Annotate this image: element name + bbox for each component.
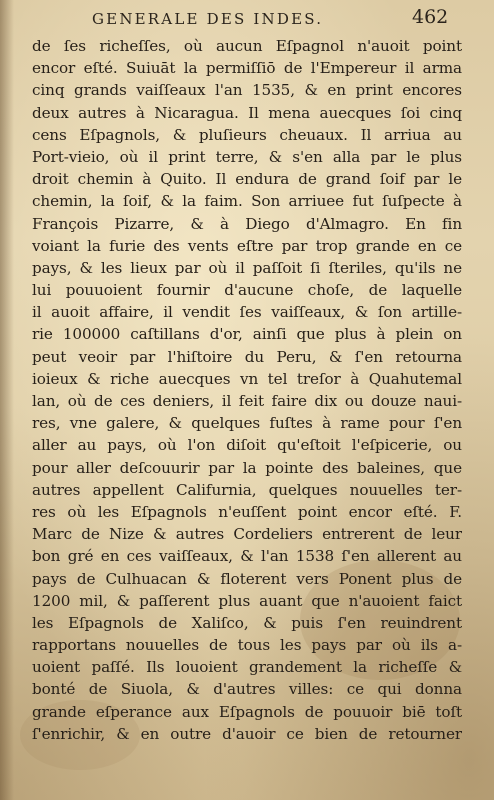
text-line: rapportans nouuelles de tous les pays par où ils a- (32, 636, 462, 655)
text-line: Port-vieio, où il print terre, & s'en alla par le plus (32, 147, 462, 166)
text-line: ioieux & riche auecques vn tel treſor à Quahutemal (32, 369, 462, 388)
spine-shadow (0, 0, 14, 800)
text-line: deux autres à Nicaragua. Il mena auecques ſoi cinq (32, 103, 462, 122)
text-line: François Pizarre, & à Diego d'Almagro. En fin (32, 214, 462, 233)
text-line: les Eſpagnols de Xaliſco, & puis ſ'en reuindrent (32, 613, 462, 632)
body-text (32, 35, 462, 745)
text-line: droit chemin à Quito. Il endura de grand ſoif par le (32, 170, 462, 189)
text-line: pays de Culhuacan & floterent vers Ponent plus de (32, 569, 462, 588)
text-line: cinq grands vaiſſeaux l'an 1535, & en print encores (32, 81, 462, 100)
text-line: pays, & les lieux par où il paſſoit ſi ſteriles, qu'ils ne (32, 258, 462, 277)
text-line: grande eſperance aux Eſpagnols de pouuoir biē toſt (32, 702, 462, 721)
text-line: autres appellent Califurnia, quelques nouuelles ter- (32, 480, 462, 499)
text-line: res où les Eſpagnols n'euſſent point encor eſté. F. (32, 502, 462, 521)
text-line: rie 100000 caſtillans d'or, ainſi que plus à plein on (32, 325, 462, 344)
text-line: ſ'enrichir, & en outre d'auoir ce bien de retourner (32, 724, 462, 743)
text-line: lan, où de ces deniers, il feit faire dix ou douze nauі- (32, 392, 462, 410)
page-number: 462 (412, 6, 449, 28)
text-line: res, vne galere, & quelques fuſtes à rame pour ſ'en (32, 414, 462, 433)
text-line: bon gré en ces vaiſſeaux, & l'an 1538 ſ'en allerent au (32, 547, 462, 566)
text-line: 1200 mil, & paſſerent plus auant que n'auoient faict (32, 591, 462, 610)
text-line: voiant la furie des vents eſtre par trop grande en ce (32, 236, 462, 255)
text-line: aller au pays, où l'on diſoit qu'eſtoit l'eſpicerie, ou (32, 436, 462, 455)
text-line: pour aller deſcouurir par la pointe des baleines, que (32, 458, 462, 477)
text-line: chemin, la ſoif, & la faim. Son arriuee fut ſuſpecte à (32, 192, 462, 211)
running-head: GENERALE DES INDES. (92, 10, 324, 28)
text-line: encor eſté. Suiuāt la permiſſiō de l'Empereur il arma (32, 59, 462, 78)
text-line: de ſes richeſſes, où aucun Eſpagnol n'auoit point (32, 37, 462, 55)
text-line: lui pouuoient fournir d'aucune choſe, de laquelle (32, 281, 462, 300)
text-line: uoient paſſé. Ils louoient grandement la richeſſe & (32, 658, 462, 677)
text-line: cens Eſpagnols, & pluſieurs cheuaux. Il arriua au (32, 125, 462, 144)
text-line: peut veoir par l'hiſtoire du Peru, & ſ'en retourna (32, 347, 462, 366)
text-line: Marc de Nize & autres Cordeliers entrerent de leur (32, 525, 462, 544)
page-header (0, 6, 494, 32)
text-line: bonté de Siuola, & d'autres villes: ce qui donna (32, 680, 462, 699)
text-line: il auoit affaire, il vendit ſes vaiſſeaux, & ſon artille- (32, 303, 462, 322)
